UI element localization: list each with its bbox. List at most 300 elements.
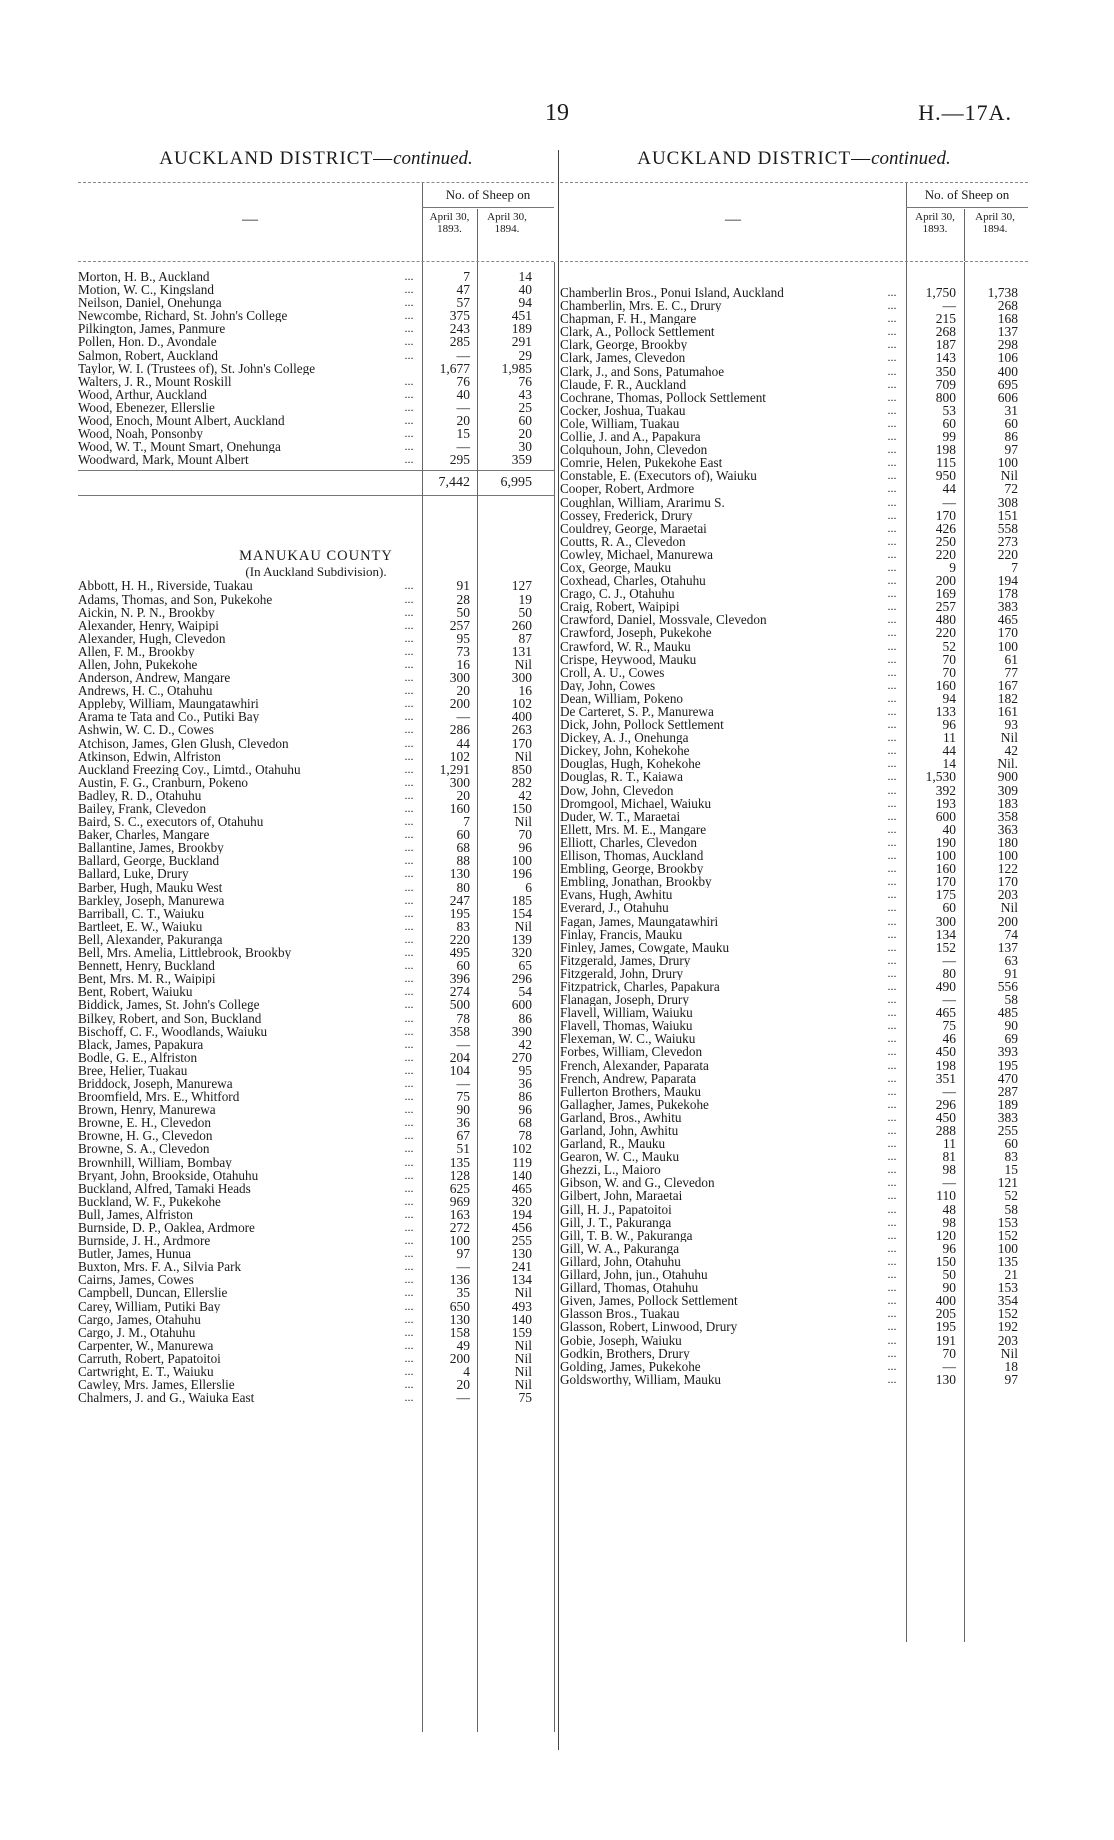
row-leader-dots: ... (887, 429, 897, 444)
row-count-1894: Nil (1000, 1345, 1018, 1361)
row-name: Ghezzi, L., Maioro (560, 1163, 661, 1177)
row-count-1893: 60 (456, 827, 470, 843)
row-name: Dow, John, Clevedon (560, 783, 674, 797)
row-name: Cochrane, Thomas, Pollock Settlement (560, 390, 766, 404)
table-row (560, 1203, 1028, 1216)
row-count-1894: 493 (511, 1298, 532, 1314)
row-count-1893: 495 (449, 945, 470, 961)
row-name: Crawford, Joseph, Pukekohe (560, 626, 712, 640)
row-count-1893: 68 (456, 840, 470, 856)
row-count-1893: — (456, 1075, 470, 1091)
row-name: Buxton, Mrs. F. A., Silvia Park (78, 1260, 242, 1274)
row-name: Cowley, Michael, Manurewa (560, 547, 713, 561)
row-count-1893: 81 (942, 1149, 956, 1165)
table-row (78, 362, 554, 375)
row-count-1894: 95 (518, 1062, 532, 1078)
document-code: H.—17A. (918, 100, 1012, 125)
table-row (78, 335, 554, 348)
row-leader-dots: ... (404, 308, 414, 323)
row-count-1894: 102 (511, 696, 532, 712)
table-row (78, 1391, 554, 1404)
row-leader-dots: ... (887, 1371, 897, 1386)
row-count-1894: 96 (518, 840, 532, 856)
row-name: Clark, J., and Sons, Patumahoe (560, 364, 725, 378)
table-row (560, 1137, 1028, 1150)
row-count-1893: 11 (943, 1136, 956, 1152)
row-count-1893: 272 (449, 1220, 470, 1235)
row-leader-dots: ... (887, 926, 897, 941)
row-count-1893: 296 (935, 1096, 956, 1112)
row-name: Craig, Robert, Waipipi (560, 600, 680, 614)
row-leader-dots: ... (404, 373, 414, 388)
row-leader-dots: ... (404, 840, 414, 855)
row-name: Gallagher, James, Pukekohe (560, 1097, 709, 1111)
row-count-1894: 122 (997, 861, 1018, 877)
table-row (78, 815, 554, 828)
right-col-1893-header: April 30, 1893. (915, 211, 955, 235)
row-count-1894: 86 (518, 1089, 532, 1105)
row-leader-dots: ... (887, 1240, 897, 1255)
table-row (560, 469, 1028, 482)
row-count-1894: 363 (997, 821, 1018, 837)
row-name: Colquhoun, John, Clevedon (560, 443, 708, 457)
row-count-1893: 7 (463, 814, 470, 830)
table-row (78, 579, 554, 592)
row-leader-dots: ... (887, 546, 897, 561)
row-name: Biddick, James, St. John's College (78, 998, 260, 1012)
table-row (78, 750, 554, 763)
row-leader-dots: ... (887, 612, 897, 627)
row-count-1894: 97 (1004, 442, 1018, 458)
row-count-1893: 98 (942, 1162, 956, 1178)
row-count-1893: — (456, 439, 470, 455)
row-count-1893: 193 (935, 795, 956, 811)
row-count-1893: 490 (935, 978, 956, 994)
row-count-1894: Nil (514, 1350, 532, 1366)
table-row (78, 867, 554, 880)
table-row (78, 1300, 554, 1313)
row-leader-dots: ... (887, 481, 897, 496)
row-leader-dots: ... (404, 1259, 414, 1274)
row-count-1894: 61 (1004, 651, 1018, 667)
row-leader-dots: ... (887, 952, 897, 967)
row-name: Ellett, Mrs. M. E., Mangare (560, 822, 707, 836)
row-count-1893: 350 (935, 363, 956, 379)
row-count-1893: 78 (456, 1010, 470, 1026)
row-leader-dots: ... (887, 874, 897, 889)
row-count-1894: 86 (518, 1010, 532, 1026)
row-name: Briddock, Joseph, Manurewa (78, 1076, 233, 1091)
row-name: Andrews, H. C., Otahuhu (78, 684, 213, 698)
left-column-title: AUCKLAND DISTRICT—continued. (159, 148, 473, 169)
row-count-1893: 73 (456, 643, 470, 659)
row-leader-dots: ... (404, 1364, 414, 1379)
table-row (560, 692, 1028, 705)
row-leader-dots: ... (887, 900, 897, 915)
row-count-1893: 20 (456, 683, 470, 699)
row-count-1893: 800 (935, 389, 956, 405)
row-count-1894: 291 (511, 334, 532, 350)
table-row (560, 600, 1028, 613)
row-name: Clark, James, Clevedon (560, 351, 686, 365)
row-name: Cooper, Robert, Ardmore (560, 482, 695, 496)
row-count-1893: 136 (449, 1272, 470, 1288)
row-count-1893: 175 (935, 887, 956, 903)
row-name: Constable, E. (Executors of), Waiuku (560, 469, 757, 483)
row-count-1894: 400 (997, 363, 1018, 379)
table-row (560, 378, 1028, 391)
row-count-1893: 48 (942, 1201, 956, 1217)
row-count-1893: 4 (463, 1364, 470, 1380)
row-name: Allen, John, Pukekohe (78, 657, 198, 672)
row-count-1894: 282 (511, 774, 532, 790)
row-count-1893: 128 (449, 1167, 470, 1183)
table-row (560, 1150, 1028, 1163)
row-leader-dots: ... (887, 1358, 897, 1373)
row-leader-dots: ... (887, 756, 897, 771)
row-name: Motion, W. C., Kingsland (78, 283, 214, 297)
column-rule (554, 262, 555, 1732)
row-name: Browne, S. A., Clevedon (78, 1142, 210, 1156)
row-name: Alexander, Henry, Waipipi (78, 618, 219, 632)
row-name: Gearon, W. C., Mauku (560, 1150, 680, 1164)
row-count-1893: 47 (456, 282, 470, 298)
row-leader-dots: ... (887, 1345, 897, 1360)
row-count-1893: 90 (942, 1280, 956, 1296)
right-table-body (560, 262, 1028, 1386)
row-count-1893: 400 (935, 1293, 956, 1309)
row-name: Ballard, George, Buckland (78, 854, 220, 868)
row-leader-dots: ... (887, 769, 897, 784)
row-name: Aickin, N. P. N., Brookby (78, 605, 215, 619)
row-count-1894: 150 (511, 801, 532, 816)
row-name: Elliott, Charles, Clevedon (560, 835, 697, 850)
row-name: Allen, F. M., Brookby (78, 644, 195, 658)
row-count-1893: 200 (449, 696, 470, 712)
table-row (560, 980, 1028, 993)
row-leader-dots: ... (404, 630, 414, 645)
row-count-1893: 49 (456, 1337, 470, 1353)
row-leader-dots: ... (404, 1089, 414, 1104)
row-name: Bennett, Henry, Buckland (78, 959, 215, 973)
row-count-1893: 60 (456, 958, 470, 974)
row-count-1894: 220 (997, 546, 1018, 562)
table-row (78, 1208, 554, 1221)
row-name: Fullerton Brothers, Mauku (560, 1084, 702, 1098)
row-leader-dots: ... (887, 1149, 897, 1164)
row-count-1894: 6 (525, 879, 532, 895)
row-name: Gill, J. T., Pakuranga (560, 1215, 672, 1229)
row-count-1894: 140 (511, 1311, 532, 1327)
left-rows-part2 (78, 579, 554, 1404)
row-name: Gill, T. B. W., Pakuranga (560, 1228, 693, 1242)
row-count-1894: 168 (997, 311, 1018, 327)
table-row (78, 414, 554, 427)
section-gap (78, 496, 554, 548)
row-name: Buckland, W. F., Pukekohe (78, 1194, 221, 1208)
row-leader-dots: ... (404, 1206, 414, 1221)
row-count-1893: 205 (935, 1306, 956, 1322)
right-column-title: AUCKLAND DISTRICT—continued. (637, 148, 951, 169)
row-count-1894: 354 (997, 1293, 1018, 1309)
row-count-1893: 46 (942, 1031, 956, 1047)
row-name: Glasson, Robert, Linwood, Drury (560, 1320, 738, 1334)
row-count-1894: 151 (997, 507, 1018, 523)
column-divider (558, 150, 559, 1750)
row-count-1893: 70 (942, 1345, 956, 1361)
table-row (560, 1006, 1028, 1019)
table-row (560, 849, 1028, 862)
table-row (560, 1163, 1028, 1176)
row-count-1893: 450 (935, 1109, 956, 1125)
row-count-1894: 600 (511, 997, 532, 1013)
table-row (560, 1229, 1028, 1242)
table-row (560, 784, 1028, 797)
row-leader-dots: ... (887, 965, 897, 980)
row-count-1894: 390 (511, 1023, 532, 1039)
row-count-1893: 1,677 (439, 360, 470, 376)
row-name: Gobie, Joseph, Waiuku (560, 1333, 682, 1347)
row-count-1893: — (942, 298, 956, 314)
row-count-1893: 969 (449, 1193, 470, 1209)
table-row (78, 1064, 554, 1077)
table-row (78, 593, 554, 606)
row-name: Bischoff, C. F., Woodlands, Waiuku (78, 1024, 268, 1038)
row-name: Clark, George, Brookby (560, 338, 688, 352)
row-name: Pollen, Hon. D., Avondale (78, 335, 217, 349)
right-table-header (560, 182, 1028, 262)
row-count-1894: Nil (514, 1337, 532, 1353)
table-row (560, 391, 1028, 404)
table-row (560, 325, 1028, 338)
row-name: Glasson Bros., Tuakau (560, 1307, 680, 1321)
row-count-1893: 96 (942, 1240, 956, 1256)
table-row (78, 1142, 554, 1155)
row-count-1894: 485 (997, 1005, 1018, 1021)
row-count-1894: 14 (518, 269, 532, 284)
row-count-1894: 40 (518, 282, 532, 298)
row-leader-dots: ... (404, 439, 414, 454)
row-count-1893: 243 (449, 321, 470, 337)
row-count-1894: 102 (511, 1141, 532, 1157)
row-count-1893: 295 (449, 452, 470, 468)
row-leader-dots: ... (404, 1298, 414, 1313)
row-leader-dots: ... (887, 1109, 897, 1124)
row-leader-dots: ... (404, 656, 414, 671)
row-count-1893: 94 (942, 690, 956, 706)
row-name: Chamberlin, Mrs. E. C., Drury (560, 299, 722, 313)
row-name: Everard, J., Otahuhu (560, 901, 669, 915)
table-row (560, 626, 1028, 639)
row-count-1893: — (456, 1036, 470, 1052)
row-name: Cartwright, E. T., Waiuku (78, 1365, 214, 1379)
row-leader-dots: ... (404, 1141, 414, 1156)
row-count-1894: 100 (997, 638, 1018, 654)
row-leader-dots: ... (887, 324, 897, 339)
row-count-1894: 29 (518, 347, 532, 363)
row-count-1893: 80 (942, 965, 956, 981)
row-name: Woodward, Mark, Mount Albert (78, 453, 249, 467)
row-leader-dots: ... (404, 814, 414, 829)
row-count-1894: 900 (997, 769, 1018, 785)
column-rule (422, 262, 423, 1732)
row-name: Wood, Arthur, Auckland (78, 387, 207, 401)
row-count-1894: 78 (518, 1128, 532, 1144)
row-name: Cawley, Mrs. James, Ellerslie (78, 1378, 235, 1392)
row-name: Crispe, Heywood, Mauku (560, 652, 697, 666)
row-name: Embling, George, Brookby (560, 862, 704, 876)
right-column (560, 148, 1028, 1386)
row-count-1894: 36 (518, 1075, 532, 1091)
row-count-1893: — (942, 494, 956, 510)
row-leader-dots: ... (404, 774, 414, 789)
row-count-1893: 133 (935, 704, 956, 719)
row-count-1893: 95 (456, 630, 470, 646)
row-name: Chapman, F. H., Mangare (560, 312, 697, 326)
row-count-1893: 91 (456, 578, 470, 594)
row-count-1894: 93 (1004, 717, 1018, 733)
row-name: Gillard, John, Otahuhu (560, 1254, 681, 1269)
row-count-1893: 286 (449, 722, 470, 738)
totals-row (78, 470, 554, 496)
table-row (560, 915, 1028, 928)
row-leader-dots: ... (887, 1227, 897, 1242)
table-row (78, 296, 554, 309)
row-count-1894: 203 (997, 887, 1018, 903)
row-name: Fagan, James, Maungatawhiri (560, 914, 719, 928)
row-count-1894: 358 (997, 808, 1018, 824)
row-name: Bull, James, Alfriston (78, 1207, 194, 1221)
table-row (560, 1045, 1028, 1058)
row-count-1894: 19 (518, 591, 532, 607)
row-count-1894: 42 (518, 787, 532, 803)
row-leader-dots: ... (404, 1311, 414, 1326)
table-row (78, 933, 554, 946)
table-row (560, 522, 1028, 535)
row-name: Cox, George, Mauku (560, 560, 672, 575)
row-leader-dots: ... (887, 1162, 897, 1177)
row-count-1893: 198 (935, 1057, 956, 1073)
row-leader-dots: ... (887, 559, 897, 574)
table-row (78, 1116, 554, 1129)
table-row (78, 723, 554, 736)
table-row (560, 1242, 1028, 1255)
row-name: Bryant, John, Brookside, Otahuhu (78, 1168, 259, 1182)
row-count-1894: 200 (997, 913, 1018, 929)
row-leader-dots: ... (404, 617, 414, 632)
row-count-1893: 220 (935, 625, 956, 641)
row-count-1894: 100 (511, 853, 532, 869)
row-count-1894: 42 (1004, 743, 1018, 759)
row-count-1893: 215 (935, 311, 956, 327)
row-count-1894: 77 (1004, 664, 1018, 680)
table-row (560, 561, 1028, 574)
row-count-1893: — (942, 952, 956, 968)
row-count-1894: 15 (1004, 1162, 1018, 1178)
row-name: Carpenter, W., Manurewa (78, 1338, 214, 1352)
table-row (560, 535, 1028, 548)
row-name: Finlay, Francis, Mauku (560, 927, 683, 941)
table-row (78, 1012, 554, 1025)
row-count-1893: 7 (463, 269, 470, 284)
row-count-1893: 198 (935, 442, 956, 458)
row-count-1894: 268 (997, 298, 1018, 314)
row-count-1893: 950 (935, 468, 956, 484)
row-count-1894: 7 (1011, 559, 1018, 575)
table-row (78, 1352, 554, 1365)
row-leader-dots: ... (404, 1285, 414, 1300)
row-name: Auckland Freezing Coy., Limtd., Otahuhu (78, 762, 301, 776)
row-count-1894: 185 (511, 892, 532, 908)
row-count-1894: 96 (518, 1102, 532, 1118)
table-row (78, 828, 554, 841)
row-name: De Carteret, S. P., Manurewa (560, 705, 714, 719)
row-count-1893: — (456, 347, 470, 363)
row-name: Dromgool, Michael, Waiuku (560, 796, 712, 810)
row-count-1894: Nil. (997, 756, 1018, 772)
row-count-1893: 16 (456, 656, 470, 672)
table-row (560, 1111, 1028, 1124)
row-count-1894: 152 (997, 1306, 1018, 1322)
row-leader-dots: ... (887, 834, 897, 849)
row-leader-dots: ... (404, 984, 414, 999)
row-count-1894: 58 (1004, 992, 1018, 1008)
row-name: Gillard, Thomas, Otahuhu (560, 1281, 699, 1295)
row-count-1894: 58 (1004, 1201, 1018, 1217)
row-count-1894: 60 (518, 413, 532, 429)
row-count-1893: 20 (456, 787, 470, 803)
row-name: Flavell, William, Waiuku (560, 1006, 693, 1020)
row-count-1894: 296 (511, 971, 532, 987)
row-name: Ashwin, W. C. D., Cowes (78, 723, 214, 737)
row-count-1893: 220 (935, 546, 956, 562)
row-count-1894: 263 (511, 722, 532, 738)
row-count-1894: Nil (1000, 900, 1018, 916)
table-row (78, 645, 554, 658)
table-row (78, 1025, 554, 1038)
table-row (560, 338, 1028, 351)
table-row (560, 496, 1028, 509)
row-leader-dots: ... (404, 643, 414, 658)
row-count-1893: 625 (449, 1180, 470, 1196)
row-count-1894: 270 (511, 1049, 532, 1065)
row-count-1893: 53 (942, 402, 956, 418)
row-leader-dots: ... (887, 455, 897, 470)
row-name: Barriball, C. T., Waiuku (78, 906, 205, 920)
left-col-1894-header: April 30, 1894. (487, 211, 527, 235)
row-name: Collie, J. and A., Papakura (560, 430, 701, 444)
row-count-1894: 83 (1004, 1149, 1018, 1165)
row-leader-dots: ... (404, 1115, 414, 1130)
row-name: Cole, William, Tuakau (560, 416, 680, 431)
row-name: Burnside, J. H., Ardmore (78, 1234, 211, 1248)
row-count-1894: 21 (1004, 1267, 1018, 1283)
row-leader-dots: ... (887, 1253, 897, 1268)
table-row (560, 954, 1028, 967)
table-row (78, 710, 554, 723)
table-row (78, 1090, 554, 1103)
row-leader-dots: ... (404, 748, 414, 763)
table-row (560, 548, 1028, 561)
row-count-1894: 400 (511, 709, 532, 725)
row-count-1893: 40 (942, 821, 956, 837)
left-col-1893-header: April 30, 1893. (429, 211, 470, 235)
row-name: Evans, Hugh, Awhitu (560, 888, 673, 902)
row-count-1893: 160 (935, 677, 956, 693)
table-row (560, 888, 1028, 901)
left-column (78, 148, 554, 1404)
table-row (560, 941, 1028, 954)
